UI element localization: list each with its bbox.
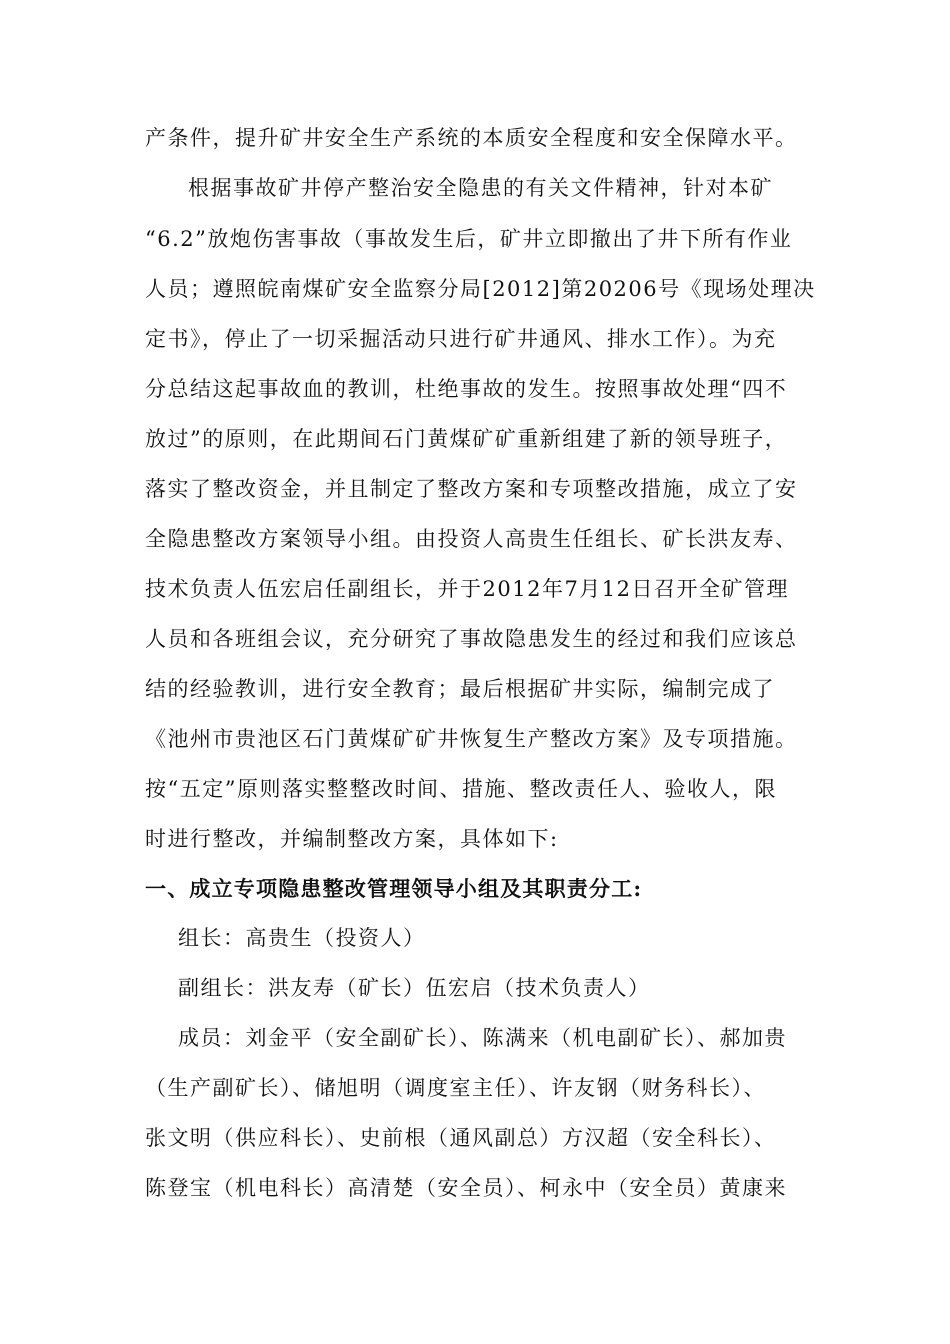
member-line: 陈登宝（机电科长）高清楚（安全员）、柯永中（安全员）黄康来 [145,1176,787,1200]
paragraph-line: 落实了整改资金，并且制定了整改方案和专项整改措施，成立了安 [145,477,798,501]
paragraph-line: 放过”的原则，在此期间石门黄煤矿矿重新组建了新的领导班子， [145,427,788,451]
member-line-deputy: 副组长：洪友寿（矿长）伍宏启（技术负责人） [178,976,651,1000]
paragraph-line: 人员；遵照皖南煤矿安全监察分局[2012]第20206号《现场处理决 [145,277,816,301]
paragraph-line: 技术负责人伍宏启任副组长，并于2012年7月12日召开全矿管理 [145,577,790,601]
member-line: 张文明（供应科长）、史前根（通风副总）方汉超（安全科长）、 [145,1126,777,1150]
member-line: （生产副矿长）、储旭明（调度室主任）、许友钢（财务科长）、 [145,1076,766,1100]
paragraph-line: “6.2”放炮伤害事故（事故发生后，矿井立即撤出了井下所有作业 [145,227,793,251]
paragraph-line: 按“五定”原则落实整整改时间、措施、整改责任人、验收人，限 [145,777,777,801]
paragraph-line: 产条件，提升矿井安全生产系统的本质安全程度和安全保障水平。 [145,126,798,150]
paragraph-line: 结的经验教训，进行安全教育；最后根据矿井实际，编制完成了 [145,677,775,701]
paragraph-line: 定书》，停止了一切采掘活动只进行矿井通风、排水工作）。为充 [145,327,777,351]
member-line-members: 成员：刘金平（安全副矿长）、陈满来（机电副矿长）、郝加贵 [178,1026,787,1050]
paragraph-line: 人员和各班组会议，充分研究了事故隐患发生的经过和我们应该总 [145,627,798,651]
paragraph-line: 《池州市贵池区石门黄煤矿矿井恢复生产整改方案》及专项措施。 [145,727,798,751]
paragraph-line: 全隐患整改方案领导小组。由投资人高贵生任组长、矿长洪友寿、 [145,527,798,551]
paragraph-line: 根据事故矿井停产整治安全隐患的有关文件精神，针对本矿 [188,176,773,200]
paragraph-line: 时进行整改，并编制整改方案，具体如下: [145,827,559,851]
section-heading: 一、成立专项隐患整改管理领导小组及其职责分工: [145,876,643,901]
member-line-leader: 组长：高贵生（投资人） [178,926,426,950]
paragraph-line: 分总结这起事故血的教训，杜绝事故的发生。按照事故处理“四不 [145,377,788,401]
